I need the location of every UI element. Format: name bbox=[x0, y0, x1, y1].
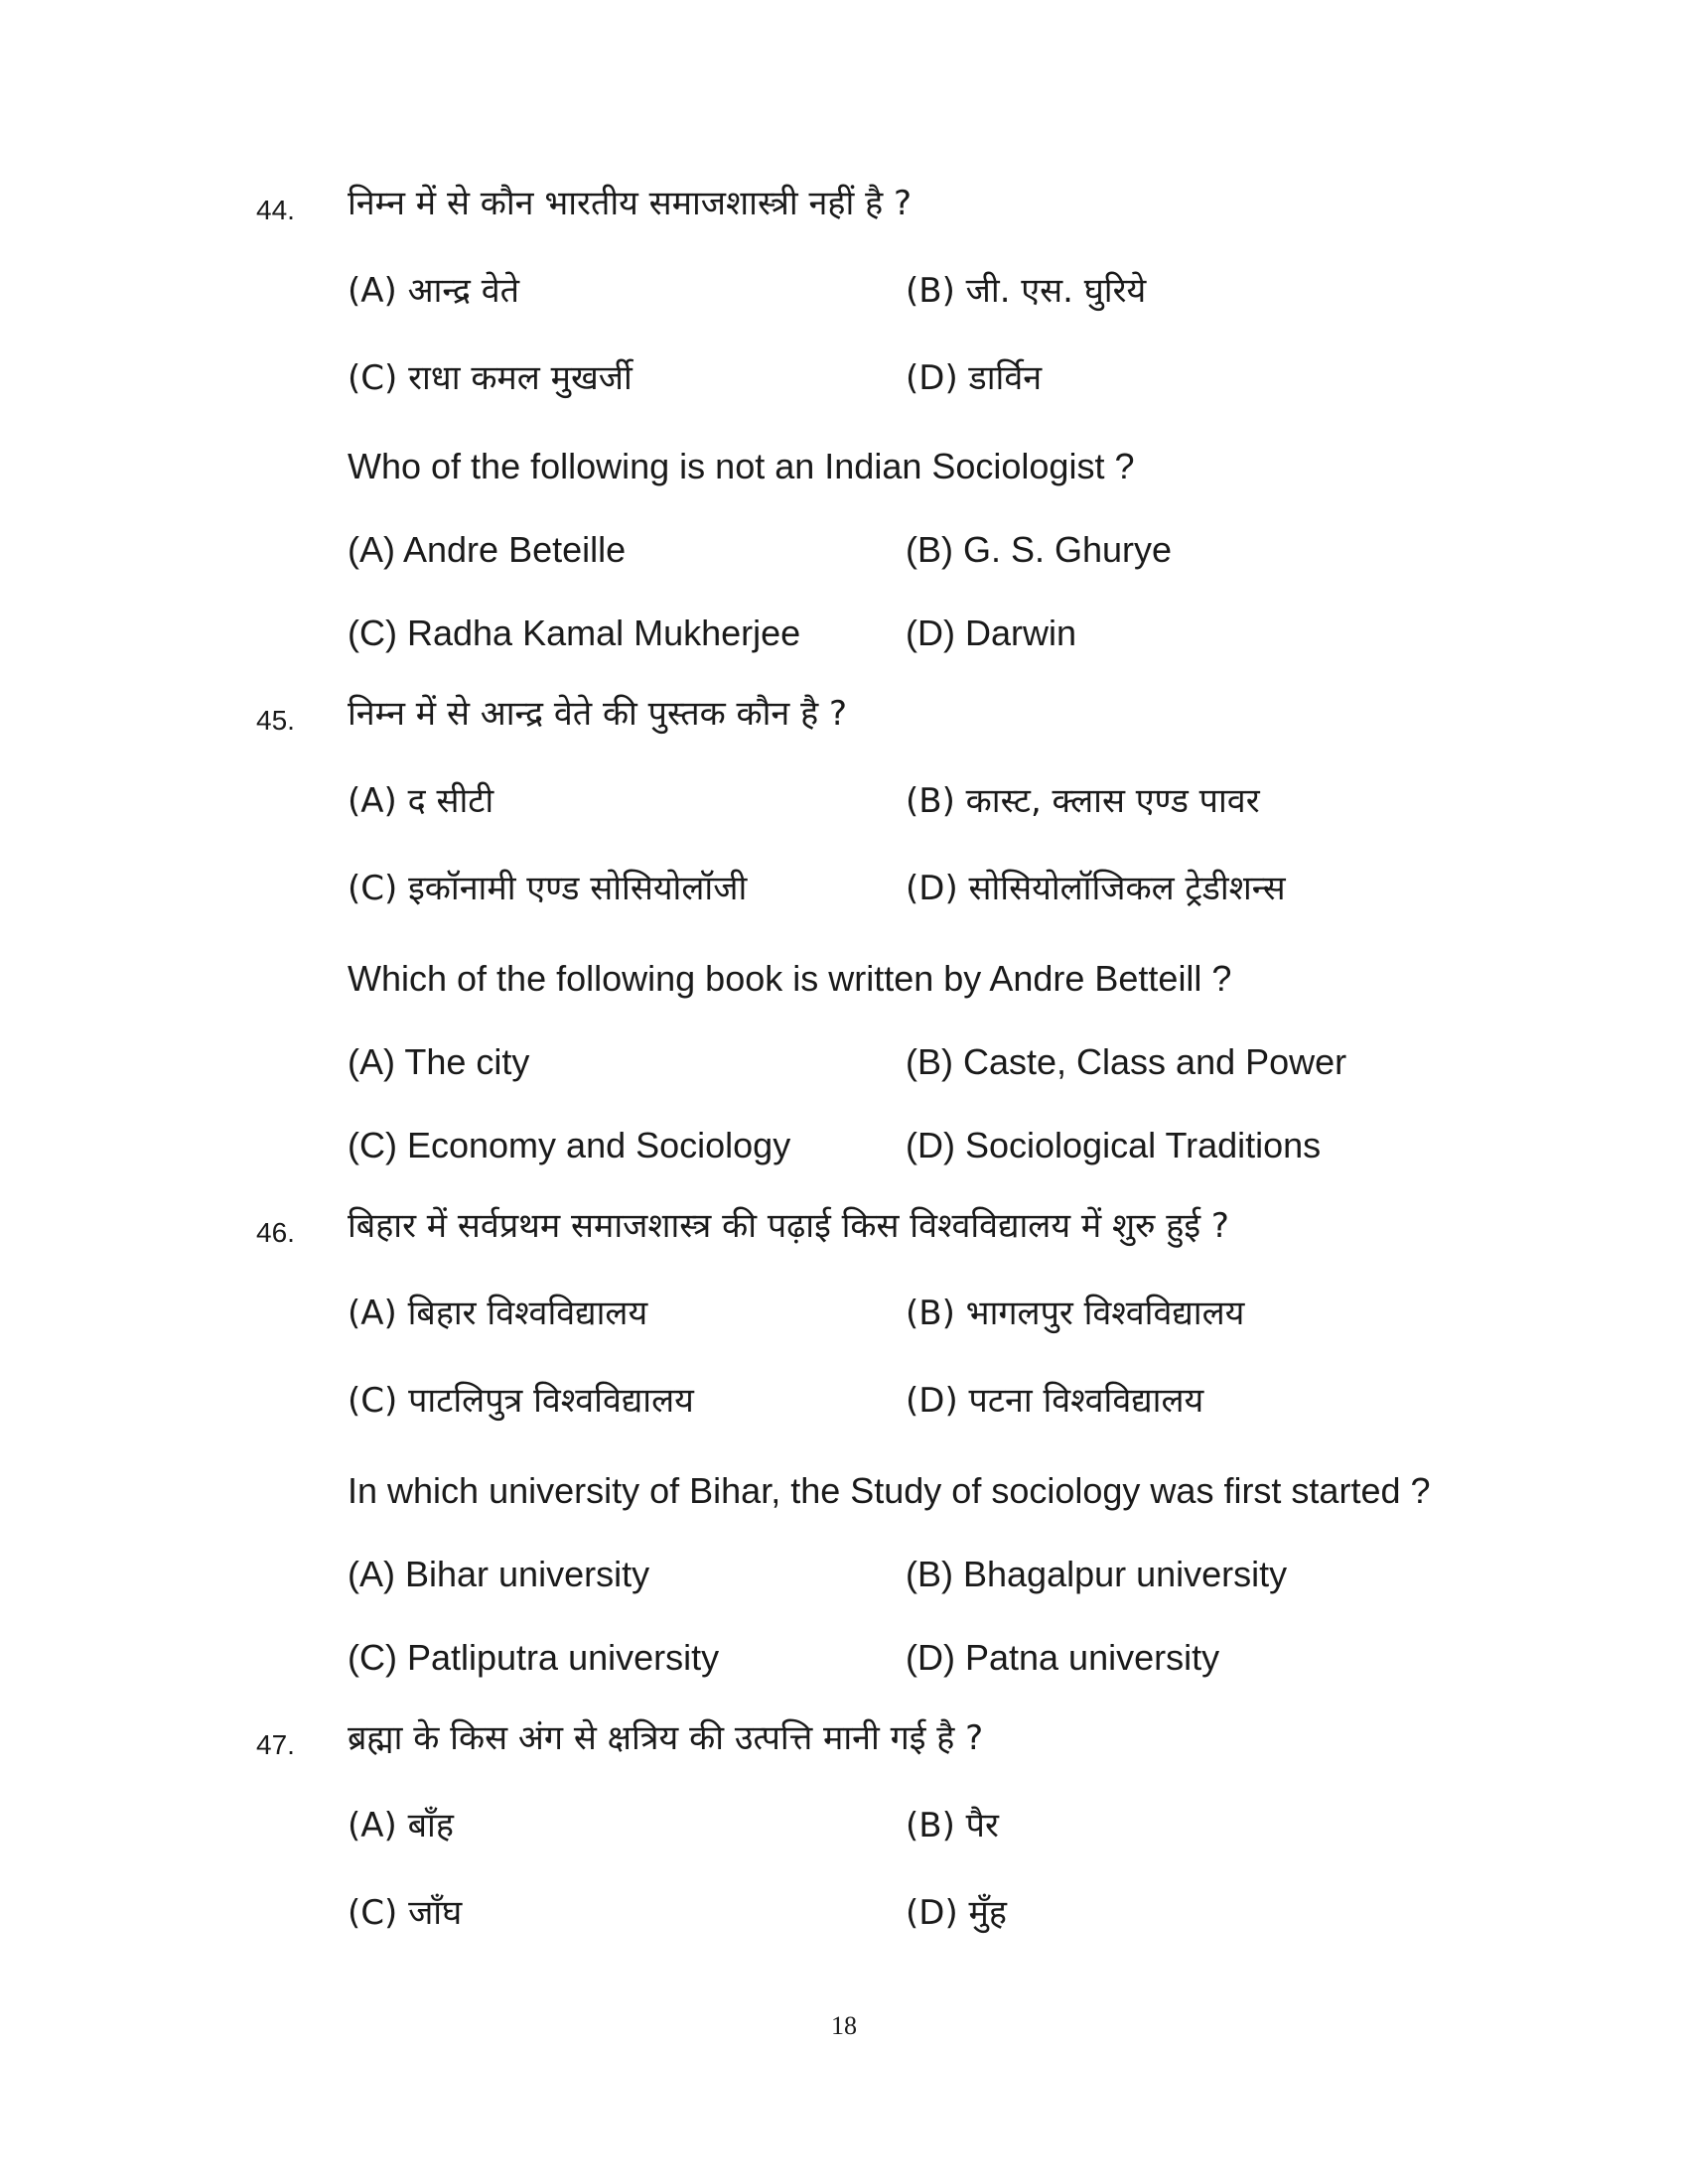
question-number: 47. bbox=[256, 1729, 295, 1760]
option-a-hindi: (A) बाँह bbox=[348, 1806, 454, 1845]
option-d-hindi: (D) सोसियोलॉजिकल ट्रेडीशन्स bbox=[906, 869, 1286, 908]
option-c-hindi: (C) पाटलिपुत्र विश्वविद्यालय bbox=[348, 1381, 694, 1421]
option-d-english: (D) Patna university bbox=[906, 1637, 1220, 1678]
question-text-english: Which of the following book is written by Andre Betteill ? bbox=[348, 958, 1232, 999]
option-d-hindi: (D) डार्विन bbox=[906, 358, 1043, 398]
question-text-hindi: ब्रह्मा के किस अंग से क्षत्रिय की उत्पत्ति मानी गई है ? bbox=[348, 1718, 984, 1758]
option-b-english: (B) Bhagalpur university bbox=[906, 1554, 1288, 1594]
question-text-hindi: निम्न में से कौन भारतीय समाजशास्त्री नहीं है ? bbox=[348, 184, 912, 223]
option-b-hindi: (B) कास्ट, क्लास एण्ड पावर bbox=[906, 781, 1260, 821]
option-b-hindi: (B) भागलपुर विश्वविद्यालय bbox=[906, 1294, 1245, 1333]
option-a-english: (A) The city bbox=[348, 1041, 530, 1082]
option-a-english: (A) Bihar university bbox=[348, 1554, 650, 1594]
option-c-hindi: (C) राधा कमल मुखर्जी bbox=[348, 358, 633, 398]
question-number: 46. bbox=[256, 1217, 295, 1248]
option-a-english: (A) Andre Beteille bbox=[348, 529, 627, 570]
option-a-hindi: (A) बिहार विश्वविद्यालय bbox=[348, 1294, 648, 1333]
page-number: 18 bbox=[831, 2011, 857, 2040]
question-text-english: Who of the following is not an Indian Sociologist ? bbox=[348, 446, 1135, 486]
option-c-hindi: (C) इकॉनामी एण्ड सोसियोलॉजी bbox=[348, 869, 748, 908]
option-a-hindi: (A) द सीटी bbox=[348, 781, 494, 821]
question-text-english: In which university of Bihar, the Study of sociology was first started ? bbox=[348, 1470, 1431, 1511]
option-c-hindi: (C) जाँघ bbox=[348, 1893, 463, 1933]
question-text-hindi: निम्न में से आन्द्र वेते की पुस्तक कौन है ? bbox=[348, 694, 848, 734]
option-b-hindi: (B) पैर bbox=[906, 1806, 999, 1845]
question-text-hindi: बिहार में सर्वप्रथम समाजशास्त्र की पढ़ाई किस विश्वविद्यालय में शुरु हुई ? bbox=[348, 1206, 1229, 1246]
option-d-english: (D) Darwin bbox=[906, 613, 1077, 653]
option-b-english: (B) G. S. Ghurye bbox=[906, 529, 1173, 570]
option-a-hindi: (A) आन्द्र वेते bbox=[348, 271, 519, 311]
question-number: 44. bbox=[256, 195, 295, 225]
option-b-hindi: (B) जी. एस. घुरिये bbox=[906, 271, 1147, 311]
option-c-english: (C) Economy and Sociology bbox=[348, 1125, 791, 1165]
option-b-english: (B) Caste, Class and Power bbox=[906, 1041, 1347, 1082]
option-d-english: (D) Sociological Traditions bbox=[906, 1125, 1322, 1165]
option-d-hindi: (D) मुँह bbox=[906, 1893, 1007, 1933]
option-c-english: (C) Radha Kamal Mukherjee bbox=[348, 613, 801, 653]
question-number: 45. bbox=[256, 705, 295, 736]
option-c-english: (C) Patliputra university bbox=[348, 1637, 720, 1678]
option-d-hindi: (D) पटना विश्वविद्यालय bbox=[906, 1381, 1204, 1421]
